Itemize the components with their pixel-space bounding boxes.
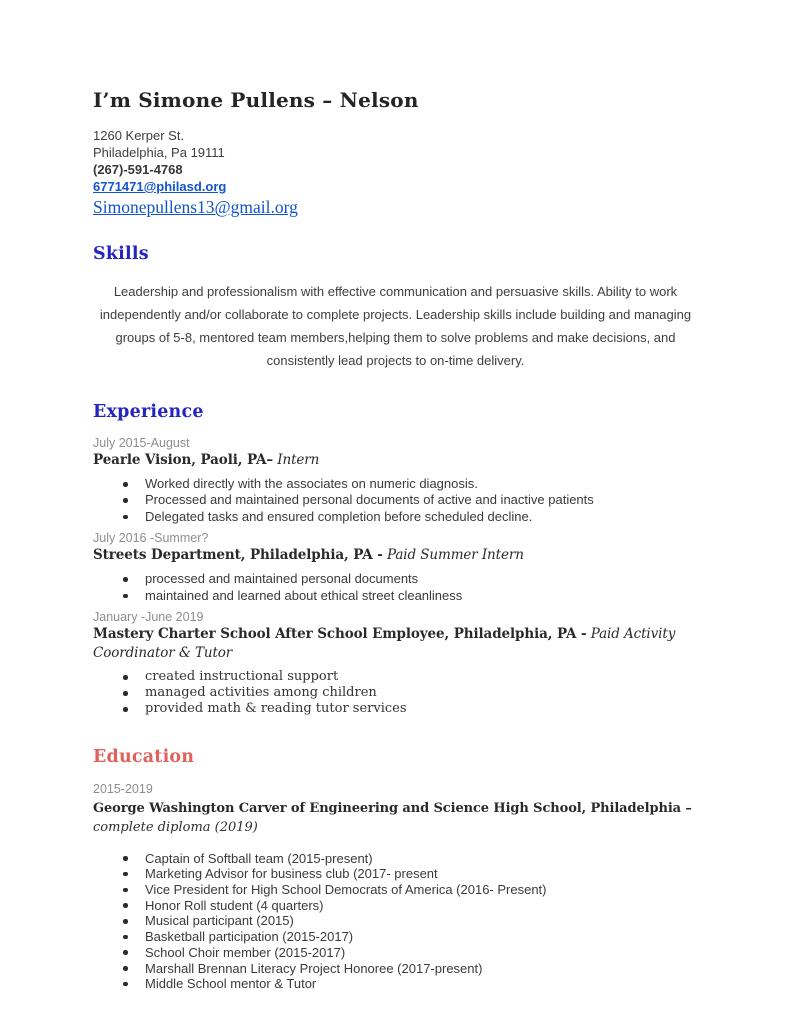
skills-summary: Leadership and professionalism with effective communication and persuasive skills. Ability to work independently and/or collaborate to complete projects. Leadership skills include building and managing groups of 5-8, mentored team members,helping them to solve problems and make decisions, and consistently lead projects to on-time delivery. (99, 284, 692, 368)
education-bullet-list (93, 851, 698, 992)
job-bullet-list (93, 571, 698, 604)
school-name: George Washington Carver of Engineering and Science High School, Philadelphia – (93, 800, 692, 816)
job-bullet-list (93, 476, 698, 525)
list-item: Processed and maintained personal documents of active and inactive patients (93, 492, 698, 508)
list-item: Captain of Softball team (2015-present) (93, 851, 698, 867)
job-dates: January -June 2019 (93, 610, 204, 625)
experience-section (93, 402, 698, 718)
list-item: Delegated tasks and ensured completion before scheduled decline. (93, 509, 698, 525)
job-entry-pearle-vision (93, 435, 698, 525)
job-dates: July 2016 -Summer? (93, 531, 209, 546)
education-section (93, 747, 698, 992)
skills-section (93, 244, 698, 372)
list-item: Honor Roll student (4 quarters) (93, 898, 698, 914)
job-role: Paid Summer Intern (382, 547, 524, 564)
list-item: maintained and learned about ethical street cleanliness (93, 588, 698, 604)
list-item: created instructional support (93, 669, 698, 685)
experience-heading: Experience (93, 402, 204, 422)
education-dates: 2015-2019 (93, 781, 153, 796)
job-dates: July 2015-August (93, 436, 190, 450)
list-item: managed activities among children (93, 685, 698, 701)
job-title (93, 546, 698, 565)
list-item: Worked directly with the associates on numeric diagnosis. (93, 476, 698, 492)
address-line-2: Philadelphia, Pa 19111 (93, 145, 225, 160)
list-item: Middle School mentor & Tutor (93, 976, 698, 992)
list-item: Basketball participation (2015-2017) (93, 929, 698, 945)
job-company: Mastery Charter School After School Employee, Philadelphia, PA - (93, 626, 587, 643)
list-item: Musical participant (2015) (93, 913, 698, 929)
list-item: Marketing Advisor for business club (2017- present (93, 866, 698, 882)
job-role: Paid Activity Coordinator & Tutor (93, 626, 676, 662)
school-detail: complete diploma (2019) (93, 819, 258, 835)
list-item: processed and maintained personal documents (93, 571, 698, 587)
personal-email-link[interactable]: Simonepullens13@gmail.org (93, 197, 298, 217)
list-item: Marshall Brennan Literacy Project Honoree (2017-present) (93, 961, 698, 977)
page-title: I’m Simone Pullens – Nelson (93, 88, 419, 112)
job-company: Streets Department, Philadelphia, PA - (93, 547, 383, 564)
header (93, 88, 698, 218)
job-title (93, 451, 698, 470)
job-role: Intern (273, 452, 320, 468)
address-line-1: 1260 Kerper St. (93, 128, 185, 143)
education-heading: Education (93, 746, 195, 767)
list-item: provided math & reading tutor services (93, 701, 698, 717)
school-email-link[interactable]: 6771471@philasd.org (93, 179, 227, 194)
job-title (93, 625, 698, 663)
job-company: Pearle Vision, Paoli, PA– (93, 452, 274, 468)
job-bullet-list (93, 669, 698, 718)
skills-heading: Skills (93, 244, 149, 264)
contact-block (93, 127, 698, 218)
job-entry-streets-department (93, 530, 698, 604)
phone-number: (267)-591-4768 (93, 162, 183, 177)
job-entry-mastery-charter (93, 609, 698, 718)
list-item: School Choir member (2015-2017) (93, 945, 698, 961)
list-item: Vice President for High School Democrats of America (2016- Present) (93, 882, 698, 898)
